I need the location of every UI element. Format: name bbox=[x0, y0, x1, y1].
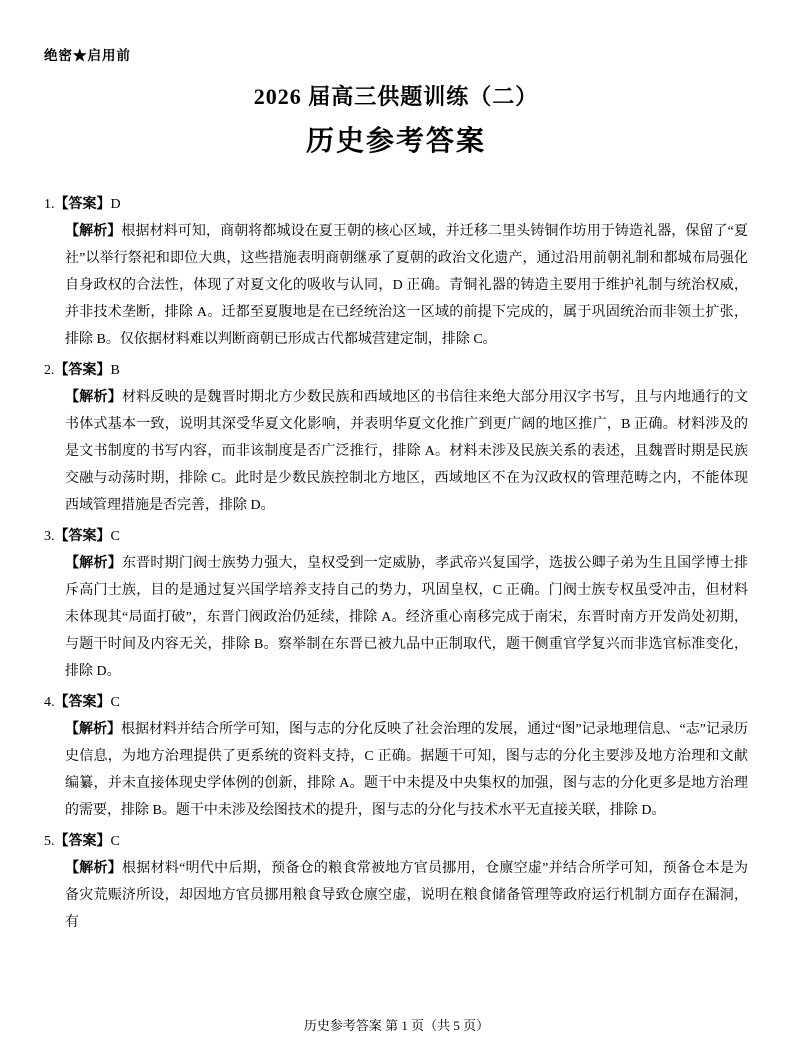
analysis-label: 【解析】 bbox=[65, 390, 122, 405]
answer-letter: B bbox=[110, 363, 120, 378]
answer-letter: C bbox=[110, 529, 120, 544]
analysis-label: 【解析】 bbox=[65, 224, 122, 239]
answer-line bbox=[44, 191, 748, 218]
answer-label: 【答案】 bbox=[54, 695, 111, 710]
analysis-label: 【解析】 bbox=[65, 861, 123, 876]
doc-title: 2026 届高三供题训练（二） bbox=[253, 84, 539, 109]
answer-line bbox=[44, 828, 748, 855]
analysis-paragraph bbox=[65, 218, 748, 353]
answer-line bbox=[44, 689, 748, 716]
answer-block-2 bbox=[44, 357, 748, 519]
analysis-paragraph bbox=[65, 716, 748, 824]
answer-number: 3. bbox=[44, 529, 55, 544]
answer-letter: C bbox=[110, 834, 120, 849]
analysis-text: 根据材料并结合所学可知，图与志的分化反映了社会治理的发展，通过“图”记录地理信息、“志”记录历史信息，为地方治理提供了更系统的资料支持，C 正确。据题干可知，图与志的分化主要涉及地方治理和文献编纂，并未直接体现史学体例的创新，排除 A。题干中未提及中央集权的加强，图与志的分化更多是地方治理的需要，排除 B。题干中未涉及绘图技术的提升，图与志的分化与技术水平无直接关联，排除 D。 bbox=[65, 722, 748, 818]
analysis-paragraph bbox=[65, 384, 748, 519]
analysis-paragraph bbox=[65, 855, 748, 936]
answer-number: 5. bbox=[44, 834, 55, 849]
answer-label: 【答案】 bbox=[54, 834, 111, 849]
answer-letter: C bbox=[110, 695, 120, 710]
analysis-text: 根据材料“明代中后期，预备仓的粮食常被地方官员挪用，仓廪空虚”并结合所学可知，预备仓本是为备灾荒赈济所设，却因地方官员挪用粮食导致仓廪空虚，说明在粮食储备管理等政府运行机制方面存在漏洞，有 bbox=[65, 861, 748, 930]
answer-block-4 bbox=[44, 689, 748, 824]
answer-number: 2. bbox=[44, 363, 55, 378]
answer-block-5 bbox=[44, 828, 748, 936]
answer-label: 【答案】 bbox=[54, 363, 111, 378]
page-footer: 历史参考答案 第 1 页（共 5 页） bbox=[303, 1018, 490, 1033]
answer-line bbox=[44, 357, 748, 384]
answer-number: 1. bbox=[44, 197, 55, 212]
answers-section bbox=[44, 191, 748, 936]
analysis-text: 东晋时期门阀士族势力强大，皇权受到一定威胁，孝武帝兴复国学，选拔公卿子弟为生且国学博士排斥高门士族，目的是通过复兴国学培养支持自己的势力，巩固皇权，C 正确。门阀士族专权虽受冲击，但材料未体现其“局面打破”，东晋门阀政治仍延续，排除 A。经济重心南移完成于南宋，东晋时南方开发尚处初期，与题干时间及内容无关，排除 B。察举制在东晋已被九品中正制取代，题干侧重官学复兴而非选官标准变化，排除 D。 bbox=[65, 556, 748, 679]
answer-block-1 bbox=[44, 191, 748, 353]
doc-subtitle: 历史参考答案 bbox=[305, 126, 486, 157]
answer-block-3 bbox=[44, 523, 748, 685]
answer-line bbox=[44, 523, 748, 550]
classification-banner: 绝密★启用前 bbox=[44, 48, 131, 63]
analysis-label: 【解析】 bbox=[65, 556, 122, 571]
analysis-label: 【解析】 bbox=[65, 722, 122, 737]
analysis-paragraph bbox=[65, 550, 748, 685]
answer-label: 【答案】 bbox=[54, 197, 111, 212]
analysis-text: 根据材料可知，商朝将都城设在夏王朝的核心区域，并迁移二里头铸铜作坊用于铸造礼器，保留了“夏社”以举行祭祀和即位大典，这些措施表明商朝继承了夏朝的政治文化遗产，通过沿用前朝礼制和都城布局强化自身政权的合法性，体现了对夏文化的吸收与认同，D 正确。青铜礼器的铸造主要用于维护礼制与统治权威，并非技术垄断，排除 A。迁都至夏腹地是在已经统治这一区域的前提下完成的，属于巩固统治而非领土扩张，排除 B。仅依据材料难以判断商朝已形成古代都城营建定制，排除 C。 bbox=[65, 224, 749, 347]
answer-number: 4. bbox=[44, 695, 55, 710]
answer-label: 【答案】 bbox=[54, 529, 111, 544]
analysis-text: 材料反映的是魏晋时期北方少数民族和西域地区的书信往来绝大部分用汉字书写，且与内地通行的文书体式基本一致，说明其深受华夏文化影响，并表明华夏文化推广到更广阔的地区推广，B 正确。材料涉及的是文书制度的书写内容，而非该制度是否广泛推行，排除 A。材料未涉及民族关系的表述，且魏晋时期是民族交融与动荡时期，排除 C。此时是少数民族控制北方地区，西域地区不在为汉政权的管理范畴之内，不能体现西域管理措施是否完善，排除 D。 bbox=[65, 390, 748, 513]
answer-letter: D bbox=[110, 197, 121, 212]
